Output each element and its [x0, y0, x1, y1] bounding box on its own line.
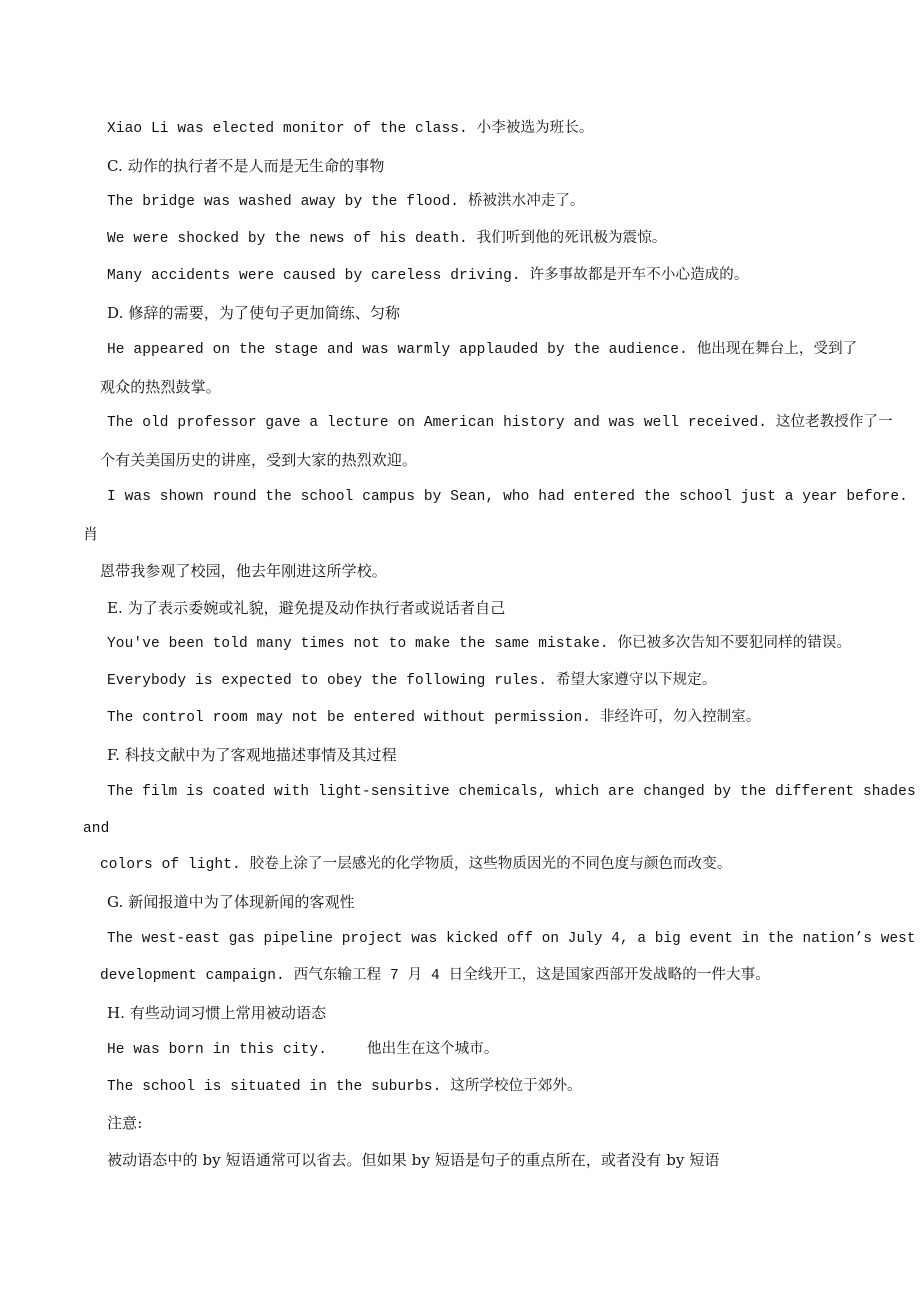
- example-sentence: I was shown round the school campus by Sean, who had entered the school just a year before.: [107, 489, 908, 505]
- note-label: 注意:: [107, 1114, 143, 1132]
- example-sentence: You've been told many times not to make the same mistake. 你已被多次告知不要犯同样的错误。: [107, 636, 852, 652]
- section-heading-f: F. 科技文献中为了客观地描述事情及其过程: [107, 746, 397, 764]
- section-heading-c: C. 动作的执行者不是人而是无生命的事物: [107, 157, 385, 175]
- example-continuation: development campaign. 西气东输工程 7 月 4 日全线开工，这是国家西部开发战略的一件大事。: [100, 968, 770, 984]
- example-continuation: 肖: [83, 525, 99, 543]
- section-heading-g: G. 新闻报道中为了体现新闻的客观性: [107, 893, 355, 911]
- example-continuation: 恩带我参观了校园，他去年刚进这所学校。: [100, 562, 387, 580]
- section-heading-d: D. 修辞的需要，为了使句子更加简练、匀称: [107, 304, 401, 322]
- note-text: 被动语态中的 by 短语通常可以省去。但如果 by 短语是句子的重点所在，或者没有 by 短语: [107, 1151, 720, 1169]
- example-sentence-born: [107, 1040, 498, 1060]
- example-sentence: Xiao Li was elected monitor of the class. 小李被选为班长。: [107, 121, 594, 137]
- example-chinese: 他出生在这个城市。: [367, 1042, 499, 1058]
- example-continuation: 个有关美国历史的讲座，受到大家的热烈欢迎。: [100, 451, 418, 469]
- example-sentence: The bridge was washed away by the flood. 桥被洪水冲走了。: [107, 194, 585, 210]
- example-sentence: We were shocked by the news of his death. 我们听到他的死讯极为震惊。: [107, 231, 667, 247]
- example-sentence: The film is coated with light-sensitive chemicals, which are changed by the different shades: [107, 784, 916, 800]
- example-sentence: The west-east gas pipeline project was kicked off on July 4, a big event in the nation’s west: [107, 931, 916, 947]
- example-continuation: and: [83, 821, 110, 837]
- example-sentence: The old professor gave a lecture on American history and was well received. 这位老教授作了一: [107, 415, 893, 431]
- example-sentence: Everybody is expected to obey the following rules. 希望大家遵守以下规定。: [107, 673, 717, 689]
- section-heading-h: H. 有些动词习惯上常用被动语态: [107, 1004, 327, 1022]
- example-sentence: The control room may not be entered without permission. 非经许可，勿入控制室。: [107, 710, 761, 726]
- example-continuation: colors of light. 胶卷上涂了一层感光的化学物质，这些物质因光的不同色度与颜色而改变。: [100, 857, 732, 873]
- example-sentence: He appeared on the stage and was warmly applauded by the audience. 他出现在舞台上，受到了: [107, 342, 858, 358]
- example-english: He was born in this city.: [107, 1042, 328, 1058]
- example-continuation: 观众的热烈鼓掌。: [100, 378, 221, 396]
- example-sentence: Many accidents were caused by careless driving. 许多事故都是开车不小心造成的。: [107, 268, 749, 284]
- section-heading-e: E. 为了表示委婉或礼貌，避免提及动作执行者或说话者自己: [107, 599, 506, 617]
- example-sentence: The school is situated in the suburbs. 这所学校位于郊外。: [107, 1079, 582, 1095]
